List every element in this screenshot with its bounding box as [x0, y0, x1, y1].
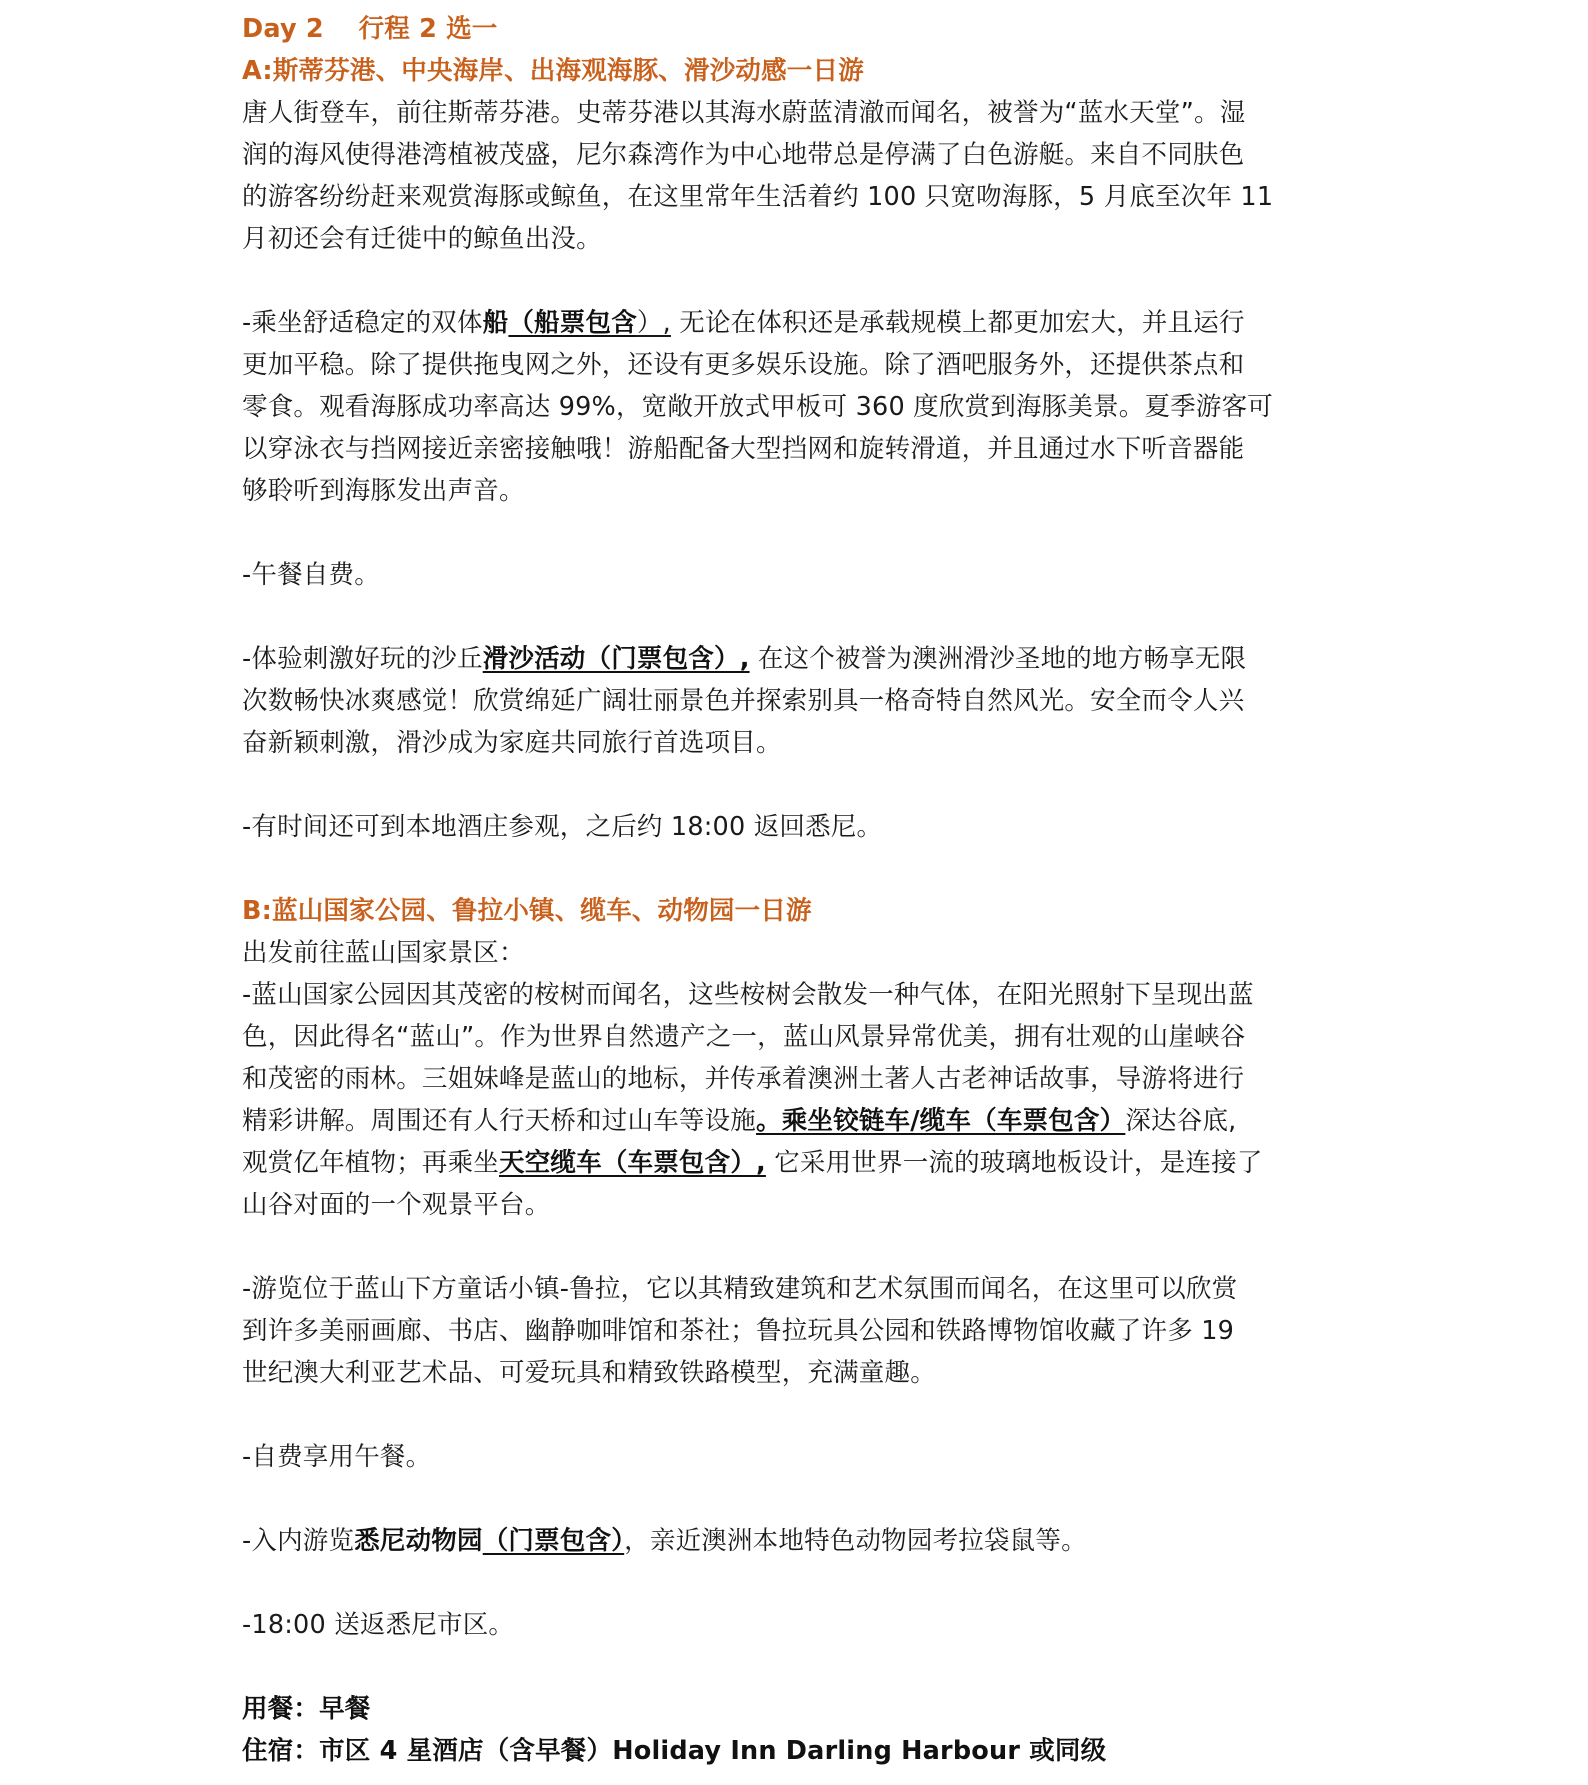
- sand-text: -体验刺激好玩的沙丘: [242, 644, 483, 674]
- zoo-line: [242, 1520, 1382, 1562]
- zoo-name: 悉尼动物园: [354, 1526, 483, 1556]
- boat-bold: 船: [482, 308, 509, 338]
- return-line: -18:00 送返悉尼市区。: [242, 1610, 515, 1640]
- option-a-intro-line: 月初还会有迁徙中的鲸鱼出没。: [242, 224, 602, 254]
- option-a-intro-line: 的游客纷纷赶来观赏海豚或鲸鱼，在这里常年生活着约 100 只宽吻海豚，5 月底至次年 11: [242, 182, 1274, 212]
- option-b-lunch: -自费享用午餐。: [242, 1442, 432, 1472]
- boat-text: -乘坐舒适稳定的双体: [242, 308, 483, 338]
- boat-ticket-included: （船票包含: [508, 308, 637, 338]
- leura-paragraph-line: 到许多美丽画廊、书店、幽静咖啡馆和茶社；鲁拉玩具公园和铁路博物馆收藏了许多 19: [242, 1316, 1235, 1346]
- sand-paragraph-line: 次数畅快冰爽感觉！欣赏绵延广阔壮丽景色并探索别具一格奇特自然风光。安全而令人兴: [242, 686, 1245, 716]
- zoo-ticket-included: （门票包含）: [482, 1526, 625, 1556]
- boat-paragraph-line: 零食。观看海豚成功率高达 99%，宽敞开放式甲板可 360 度欣赏到海豚美景。夏季游客可: [242, 392, 1273, 422]
- sky-text: 观赏亿年植物；再乘坐: [242, 1148, 500, 1178]
- boat-paragraph-line: 够聆听到海豚发出声音。: [242, 476, 525, 506]
- option-a-lunch: -午餐自费。: [242, 560, 380, 590]
- option-a-intro-line: 唐人街登车，前往斯蒂芬港。史蒂芬港以其海水蔚蓝清澈而闻名，被誉为“蓝水天堂”。湿: [242, 98, 1246, 128]
- boat-text-cont: 无论在体积还是承载规模上都更加宏大，并且运行: [670, 308, 1245, 338]
- leura-paragraph-line: -游览位于蓝山下方童话小镇-鲁拉，它以其精致建筑和艺术氛围而闻名，在这里可以欣赏: [242, 1274, 1238, 1304]
- cable-ticket-included: 。乘坐铰链车/缆车（车票包含）: [756, 1106, 1126, 1136]
- sand-ticket-included: 滑沙活动（门票包含）,: [482, 644, 750, 674]
- cable-text: 精彩讲解。周围还有人行天桥和过山车等设施: [242, 1106, 757, 1136]
- sand-text-cont: 在这个被誉为澳洲滑沙圣地的地方畅享无限: [749, 644, 1247, 674]
- boat-ticket-tail: ）,: [636, 308, 671, 338]
- sky-last-line: 山谷对面的一个观景平台。: [242, 1190, 551, 1220]
- hotel-line: 住宿：市区 4 星酒店（含早餐）Holiday Inn Darling Harbour 或同级: [242, 1736, 1107, 1766]
- park-paragraph-line: 色，因此得名“蓝山”。作为世界自然遗产之一，蓝山风景异常优美，拥有壮观的山崖峡谷: [242, 1022, 1246, 1052]
- option-b-heading: B:蓝山国家公园、鲁拉小镇、缆车、动物园一日游: [242, 896, 812, 926]
- option-a-intro-line: 润的海风使得港湾植被茂盛，尼尔森湾作为中心地带总是停满了白色游艇。来自不同肤色: [242, 140, 1245, 170]
- boat-paragraph-line: 以穿泳衣与挡网接近亲密接触哦！游船配备大型挡网和旋转滑道，并且通过水下听音器能: [242, 434, 1245, 464]
- meals-line: 用餐：早餐: [242, 1694, 371, 1724]
- sky-text-cont: 它采用世界一流的玻璃地板设计，是连接了: [765, 1148, 1263, 1178]
- day-title: Day 2 行程 2 选一: [242, 14, 498, 44]
- zoo-text: -入内游览: [242, 1526, 355, 1556]
- leura-paragraph-line: 世纪澳大利亚艺术品、可爱玩具和精致铁路模型，充满童趣。: [242, 1358, 936, 1388]
- option-b-depart: 出发前往蓝山国家景区：: [242, 938, 525, 968]
- boat-paragraph-first-line: [242, 302, 1382, 344]
- winery-line: -有时间还可到本地酒庄参观，之后约 18:00 返回悉尼。: [242, 812, 883, 842]
- cable-text-cont: 深达谷底,: [1125, 1106, 1237, 1136]
- park-paragraph-line: -蓝山国家公园因其茂密的桉树而闻名，这些桉树会散发一种气体，在阳光照射下呈现出蓝: [242, 980, 1254, 1010]
- sky-car-line: [242, 1142, 1382, 1184]
- zoo-text-cont: ，亲近澳洲本地特色动物园考拉袋鼠等。: [624, 1526, 1087, 1556]
- boat-paragraph-line: 更加平稳。除了提供拖曳网之外，还设有更多娱乐设施。除了酒吧服务外，还提供茶点和: [242, 350, 1245, 380]
- itinerary-document: [242, 8, 1382, 1772]
- sky-ticket-included: 天空缆车（车票包含）,: [499, 1148, 766, 1178]
- sand-paragraph-first-line: [242, 638, 1382, 680]
- park-paragraph-line: 和茂密的雨林。三姐妹峰是蓝山的地标，并传承着澳洲土著人古老神话故事，导游将进行: [242, 1064, 1245, 1094]
- option-a-heading: A:斯蒂芬港、中央海岸、出海观海豚、滑沙动感一日游: [242, 56, 864, 86]
- cable-car-line: [242, 1100, 1382, 1142]
- sand-paragraph-line: 奋新颖刺激，滑沙成为家庭共同旅行首选项目。: [242, 728, 782, 758]
